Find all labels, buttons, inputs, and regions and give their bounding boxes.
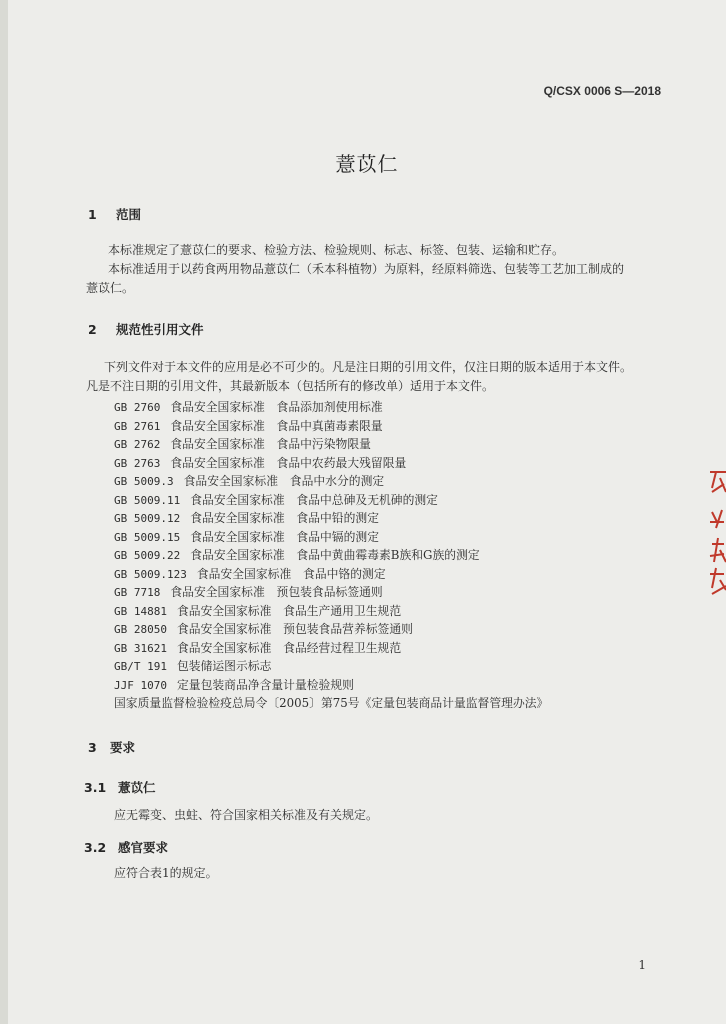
reference-code: GB 2761 xyxy=(114,419,161,433)
section-number: 3 xyxy=(88,740,97,755)
section-1-paragraph-2: 本标准适用于以药食两用物品薏苡仁（禾本科植物）为原料，经原料筛选、包装等工艺加工制成的 xyxy=(108,262,625,276)
page-number: 1 xyxy=(638,958,646,972)
standard-code: Q/CSX 0006 S—2018 xyxy=(543,84,661,98)
reference-title: 食品安全国家标准 食品中水分的测定 xyxy=(183,474,385,488)
reference-item xyxy=(114,528,548,547)
reference-item xyxy=(114,602,548,621)
reference-item xyxy=(114,565,548,584)
reference-item xyxy=(114,694,548,713)
reference-item xyxy=(114,657,548,676)
seal-stamp xyxy=(706,466,726,598)
reference-code: GB 31621 xyxy=(114,641,167,655)
section-3-1-heading xyxy=(84,778,156,796)
reference-item xyxy=(114,417,548,436)
section-number: 3.2 xyxy=(84,840,107,855)
section-2-paragraph-1: 下列文件对于本文件的应用是必不可少的。凡是注日期的引用文件，仅注日期的版本适用于本文件。 xyxy=(104,360,633,374)
reference-code: JJF 1070 xyxy=(114,678,167,692)
reference-title: 食品安全国家标准 食品经营过程卫生规范 xyxy=(176,640,402,655)
reference-code: GB/T 191 xyxy=(114,660,167,673)
reference-title: 食品安全国家标准 食品中铅的测定 xyxy=(190,511,379,525)
reference-code: GB 2762 xyxy=(114,438,161,451)
reference-title: 食品安全国家标准 食品中农药最大残留限量 xyxy=(170,455,407,470)
reference-title: 食品安全国家标准 食品中铬的测定 xyxy=(196,566,386,581)
reference-item xyxy=(114,676,548,695)
section-1-paragraph-1: 本标准规定了薏苡仁的要求、检验方法、检验规则、标志、标签、包装、运输和贮存。 xyxy=(108,243,565,257)
section-number: 2 xyxy=(88,322,97,337)
reference-title: 食品安全国家标准 食品中总砷及无机砷的测定 xyxy=(190,492,438,507)
document-page xyxy=(8,0,726,1024)
section-title: 规范性引用文件 xyxy=(116,322,204,337)
section-number: 3.1 xyxy=(84,780,107,795)
reference-list xyxy=(114,398,548,713)
reference-item xyxy=(114,620,548,639)
section-number: 1 xyxy=(88,207,97,222)
section-3-2-heading xyxy=(84,838,168,856)
reference-code: GB 28050 xyxy=(114,623,167,636)
reference-code: GB 5009.15 xyxy=(114,530,181,544)
reference-code: GB 2763 xyxy=(114,456,161,470)
reference-item xyxy=(114,472,548,491)
reference-title: 食品安全国家标准 食品中真菌毒素限量 xyxy=(170,418,383,433)
reference-item xyxy=(114,639,548,658)
reference-code: GB 5009.12 xyxy=(114,512,181,525)
reference-code: GB 2760 xyxy=(114,401,161,414)
reference-code: GB 7718 xyxy=(114,586,161,599)
section-3-2-paragraph: 应符合表1的规定。 xyxy=(114,866,218,880)
section-3-heading xyxy=(88,738,135,756)
reference-code: GB 5009.3 xyxy=(114,475,174,488)
reference-title: 国家质量监督检验检疫总局令〔2005〕第75号《定量包装商品计量监督管理办法》 xyxy=(114,696,549,710)
reference-item xyxy=(114,491,548,510)
reference-item xyxy=(114,583,548,602)
reference-title: 包装储运图示标志 xyxy=(176,659,272,673)
reference-title: 食品安全国家标准 预包装食品营养标签通则 xyxy=(176,622,413,636)
section-title: 要求 xyxy=(110,740,136,755)
reference-code: GB 5009.123 xyxy=(114,567,187,581)
reference-title: 食品安全国家标准 食品添加剂使用标准 xyxy=(170,400,383,414)
section-title: 范围 xyxy=(116,207,142,222)
section-1-paragraph-2-cont: 薏苡仁。 xyxy=(86,281,135,295)
reference-code: GB 5009.11 xyxy=(114,493,181,507)
document-title: 薏苡仁 xyxy=(335,152,399,176)
reference-title: 食品安全国家标准 食品生产通用卫生规范 xyxy=(176,603,402,618)
reference-title: 食品安全国家标准 食品中黄曲霉毒素B族和G族的测定 xyxy=(190,548,480,562)
reference-item xyxy=(114,546,548,565)
section-title: 感官要求 xyxy=(118,840,169,855)
section-1-heading xyxy=(88,205,141,223)
section-title: 薏苡仁 xyxy=(118,780,156,795)
reference-item xyxy=(114,454,548,473)
reference-title: 食品安全国家标准 食品中镉的测定 xyxy=(190,529,379,544)
reference-title: 食品安全国家标准 食品中污染物限量 xyxy=(170,437,371,451)
reference-item xyxy=(114,509,548,528)
reference-code: GB 5009.22 xyxy=(114,549,181,562)
section-2-heading xyxy=(88,320,204,338)
reference-title: 定量包装商品净含量计量检验规则 xyxy=(176,677,354,692)
section-2-paragraph-2: 凡是不注日期的引用文件，其最新版本（包括所有的修改单）适用于本文件。 xyxy=(86,379,495,393)
reference-item xyxy=(114,435,548,454)
reference-item xyxy=(114,398,548,417)
reference-code: GB 14881 xyxy=(114,604,167,618)
section-3-1-paragraph: 应无霉变、虫蛀、符合国家相关标准及有关规定。 xyxy=(114,808,379,822)
reference-title: 食品安全国家标准 预包装食品标签通则 xyxy=(170,585,383,599)
